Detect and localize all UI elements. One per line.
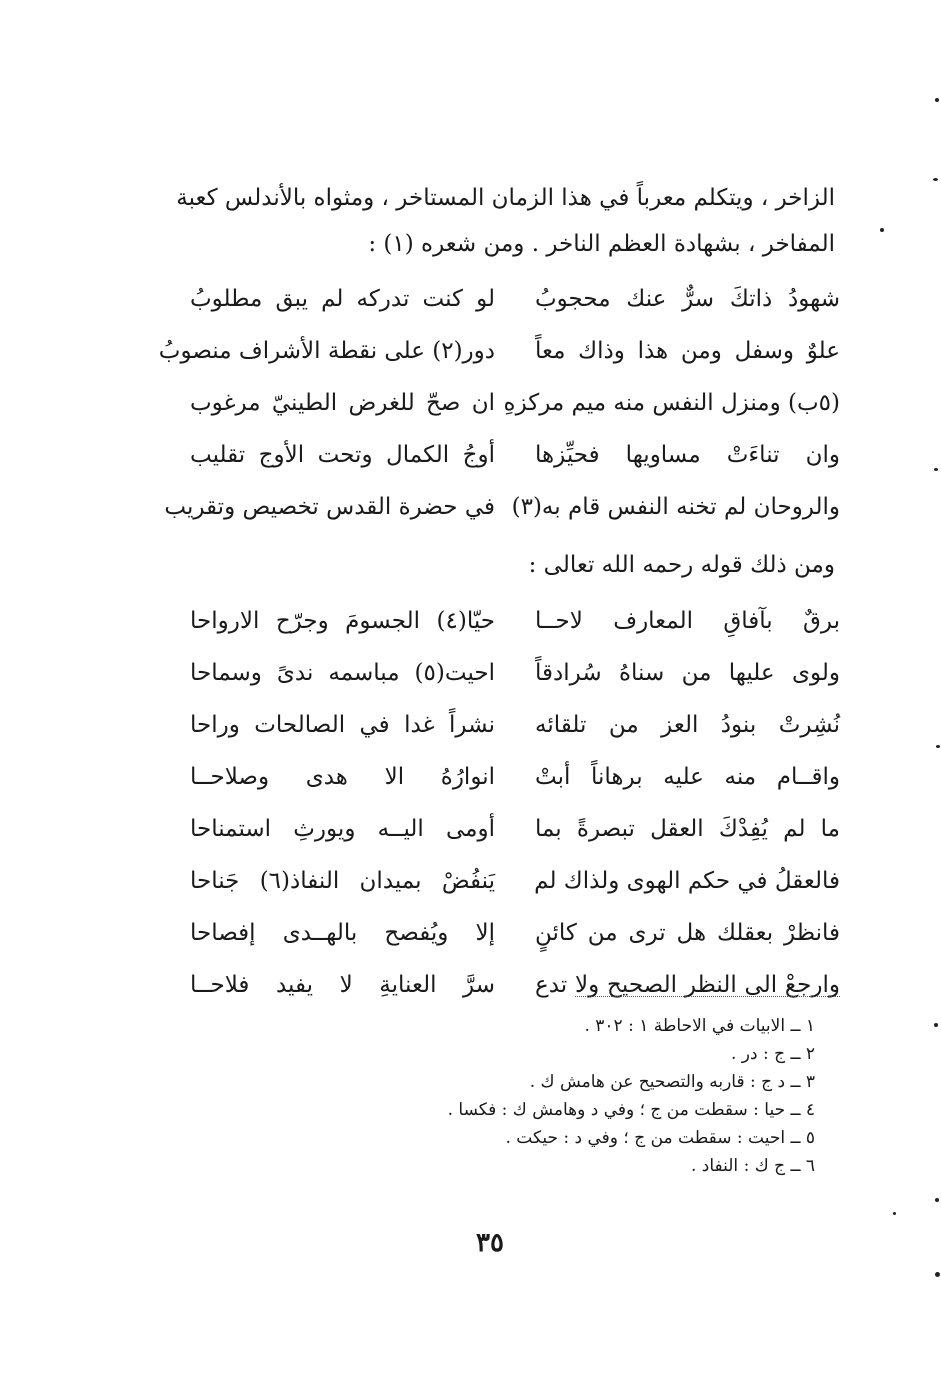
intro-line: الزاخر ، ويتكلم معرباً في هذا الزمان المستاخر ، ومثواه بالأندلس كعبة [176, 185, 835, 211]
verse [190, 751, 840, 803]
verse-second-hemistich: سرَّ العنايةِ لا يفيد فلاحــا [190, 972, 495, 998]
scan-speck [935, 98, 939, 102]
verse [190, 647, 840, 699]
poem-second [190, 595, 840, 1011]
verse-second-hemistich: انوارُهُ الا هدى وصلاحــا [190, 764, 495, 790]
intro-line: المفاخر ، بشهادة العظم الناخر . ومن شعره (١) : [368, 231, 835, 257]
verse-first-hemistich: فالعقلُ في حكم الهوى ولذاك لم [534, 868, 840, 894]
verse-first-hemistich: شهودُ ذاتكَ سرٌّ عنك محجوبُ [535, 286, 840, 312]
verse-second-hemistich: أومى اليــه ويورثِ استمناحا [190, 816, 495, 842]
verse-second-hemistich: يَنفُضْ بميدان النفاذ(٦) جَناحا [190, 868, 495, 894]
verse-second-hemistich: نشراً غدا في الصالحات وراحا [190, 712, 495, 738]
verse-first-hemistich: ولوى عليها من سناهُ سُرادقاً [535, 660, 840, 686]
footnote: ٥ ــ احيت : سقطت من ج ؛ وفي د : حيكت . [505, 1128, 815, 1148]
verse [158, 325, 840, 377]
footnote: ٣ ــ د ج : قاربه والتصحيح عن هامش ك . [529, 1072, 815, 1092]
verse-first-hemistich: وارجعْ الى النظر الصحيح ولا تدع [535, 972, 840, 998]
verse-second-hemistich: لو كنت تدركه لم يبق مطلوبُ [190, 286, 495, 312]
footnote: ٦ ــ ج ك : النفاد . [690, 1156, 815, 1176]
verse-second-hemistich: في حضرة القدس تخصيص وتقريب [164, 494, 495, 520]
verse [190, 377, 840, 429]
verse-first-hemistich: واقــام منه عليه برهاناً أبتْ [535, 764, 840, 790]
verse [190, 273, 840, 325]
scan-speck [934, 1023, 938, 1027]
verse-second-hemistich: حيّا(٤) الجسومَ وجرّح الارواحا [190, 608, 495, 634]
footnotes [300, 1012, 815, 1180]
scan-speck [893, 1212, 896, 1215]
footnote: ٢ ــ ج : در . [730, 1044, 815, 1064]
verse [190, 855, 840, 907]
verse [190, 595, 840, 647]
page-number: ٣٥ [476, 1228, 504, 1258]
verse [190, 429, 840, 481]
verse-first-hemistich: وان تناءَتْ مساويها فحيِّزها [535, 442, 840, 468]
verse-second-hemistich: ان صحّ للغرض الطينيّ مرغوب [190, 390, 495, 416]
verse [190, 803, 840, 855]
verse-second-hemistich: احيت(٥) مباسمه ندىً وسماحا [190, 660, 495, 686]
verse [190, 959, 840, 1011]
scan-speck [935, 1198, 939, 1202]
footnote: ١ ــ الابيات في الاحاطة ١ : ٣٠٢ . [584, 1016, 815, 1036]
verse [164, 481, 840, 533]
verse-second-hemistich: أوجُ الكمال وتحت الأوج تقليب [190, 442, 495, 468]
verse-second-hemistich: دور(٢) على نقطة الأشراف منصوبُ [158, 338, 495, 364]
verse-second-hemistich: إلا ويُفصح بالهــدى إفصاحا [190, 920, 495, 946]
scan-speck [935, 1272, 940, 1277]
scan-speck [880, 228, 884, 232]
verse [190, 699, 840, 751]
footnote: ٤ ــ حيا : سقطت من ج ؛ وفي د وهامش ك : فكسا . [447, 1100, 815, 1120]
footnote-divider [575, 996, 840, 997]
scan-speck [934, 468, 938, 471]
scan-speck [936, 745, 940, 748]
verse [190, 907, 840, 959]
scan-speck [933, 178, 938, 181]
verse-first-hemistich: فانظرْ بعقلك هل ترى من كائنٍ [535, 920, 840, 946]
verse-first-hemistich: ما لم يُفِدْكَ العقل تبصرةً بما [535, 816, 840, 842]
verse-first-hemistich: (٥ب) ومنزل النفس منه ميم مركزهِ [503, 390, 840, 416]
bridge-line: ومن ذلك قوله رحمه الله تعالى : [528, 552, 835, 578]
verse-first-hemistich: برقٌ بآفاقِ المعارف لاحــا [535, 608, 840, 634]
verse-first-hemistich: علوٌ وسفل ومن هذا وذاك معاً [535, 338, 840, 364]
intro-paragraph [150, 175, 835, 267]
verse-first-hemistich: نُشِرتْ بنودُ العز من تلقائه [535, 712, 840, 738]
verse-first-hemistich: والروحان لم تخنه النفس قام به(٣) [511, 494, 840, 520]
poem-first [158, 273, 840, 533]
